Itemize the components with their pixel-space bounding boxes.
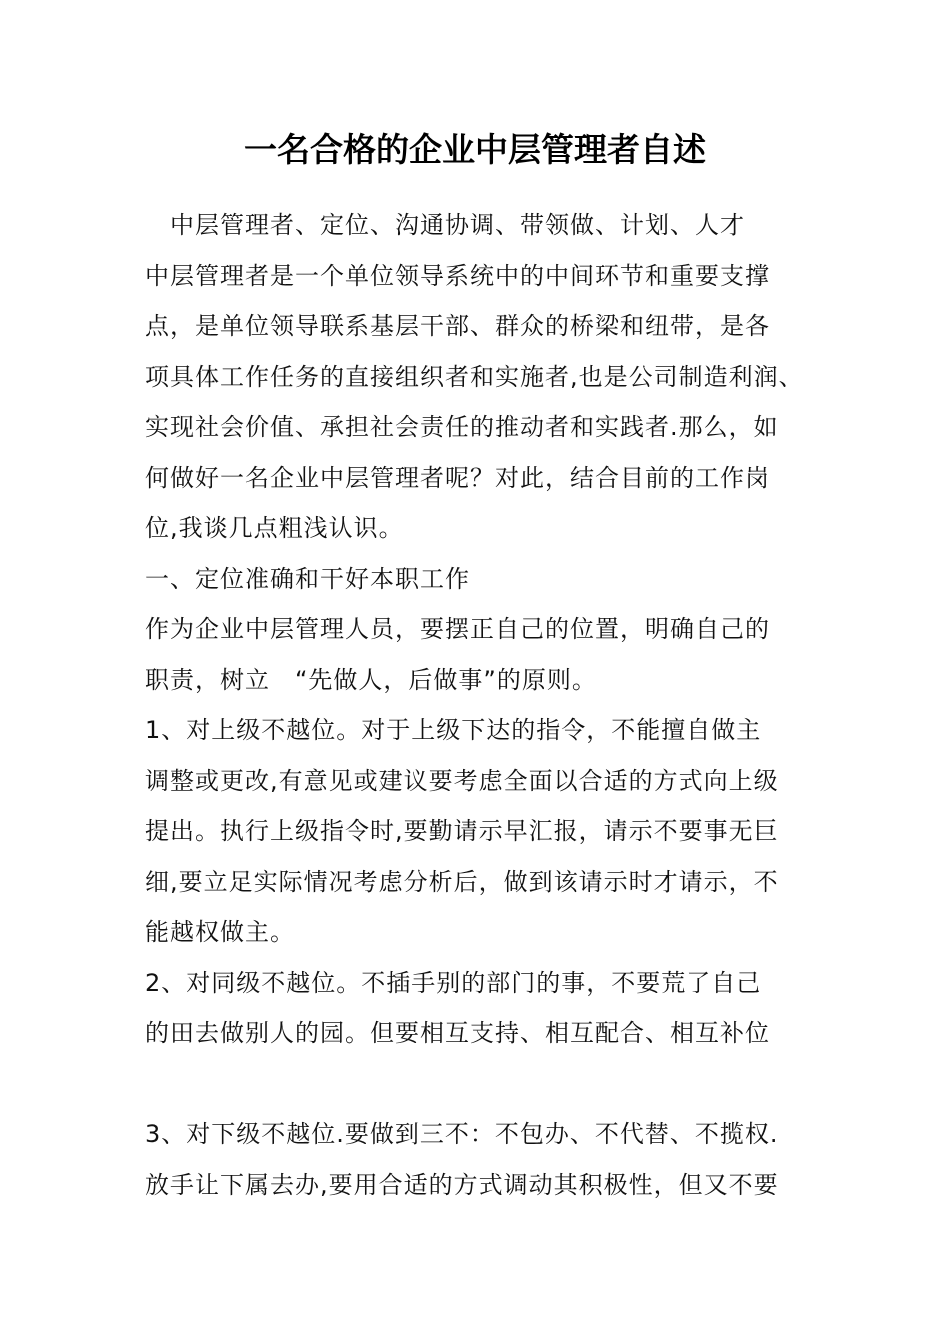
body-line: 实现社会价值、承担社会责任的推动者和实践者.那么，如 (145, 413, 779, 441)
body-line: 作为企业中层管理人员，要摆正自己的位置，明确自己的 (145, 615, 770, 643)
body-line: 中层管理者、定位、沟通协调、带领做、计划、人才 (145, 211, 745, 239)
section-heading: 一、定位准确和干好本职工作 (145, 564, 470, 593)
body-line: 2、对同级不越位。不插手别的部门的事，不要荒了自己 (145, 968, 762, 997)
body-line: 职责，树立 “先做人，后做事”的原则。 (145, 665, 597, 694)
body-line: 的田去做别人的园。但要相互支持、相互配合、相互补位 (145, 1019, 770, 1047)
body-line: 提出。执行上级指令时,要勤请示早汇报，请示不要事无巨 (145, 817, 779, 845)
body-line: 何做好一名企业中层管理者呢？对此，结合目前的工作岗 (145, 463, 770, 492)
body-line: 细,要立足实际情况考虑分析后，做到该请示时才请示，不 (145, 867, 779, 896)
body-line: 放手让下属去办,要用合适的方式调动其积极性，但又不要 (145, 1170, 779, 1199)
body-line: 能越权做主。 (145, 918, 295, 946)
body-line: 3、对下级不越位.要做到三不：不包办、不代替、不揽权. (145, 1120, 779, 1148)
document-body (145, 200, 825, 1210)
document-title: 一名合格的企业中层管理者自述 (244, 130, 706, 169)
body-line: 1、对上级不越位。对于上级下达的指令，不能擅自做主 (145, 716, 762, 744)
body-line: 位,我谈几点粗浅认识。 (145, 514, 404, 542)
body-line: 中层管理者是一个单位领导系统中的中间环节和重要支撑 (145, 261, 770, 290)
body-line: 调整或更改,有意见或建议要考虑全面以合适的方式向上级 (145, 766, 779, 795)
blank-line (145, 1059, 825, 1110)
body-line: 项具体工作任务的直接组织者和实施者,也是公司制造利润、 (145, 362, 804, 391)
body-line: 点，是单位领导联系基层干部、群众的桥梁和纽带，是各 (145, 312, 770, 340)
